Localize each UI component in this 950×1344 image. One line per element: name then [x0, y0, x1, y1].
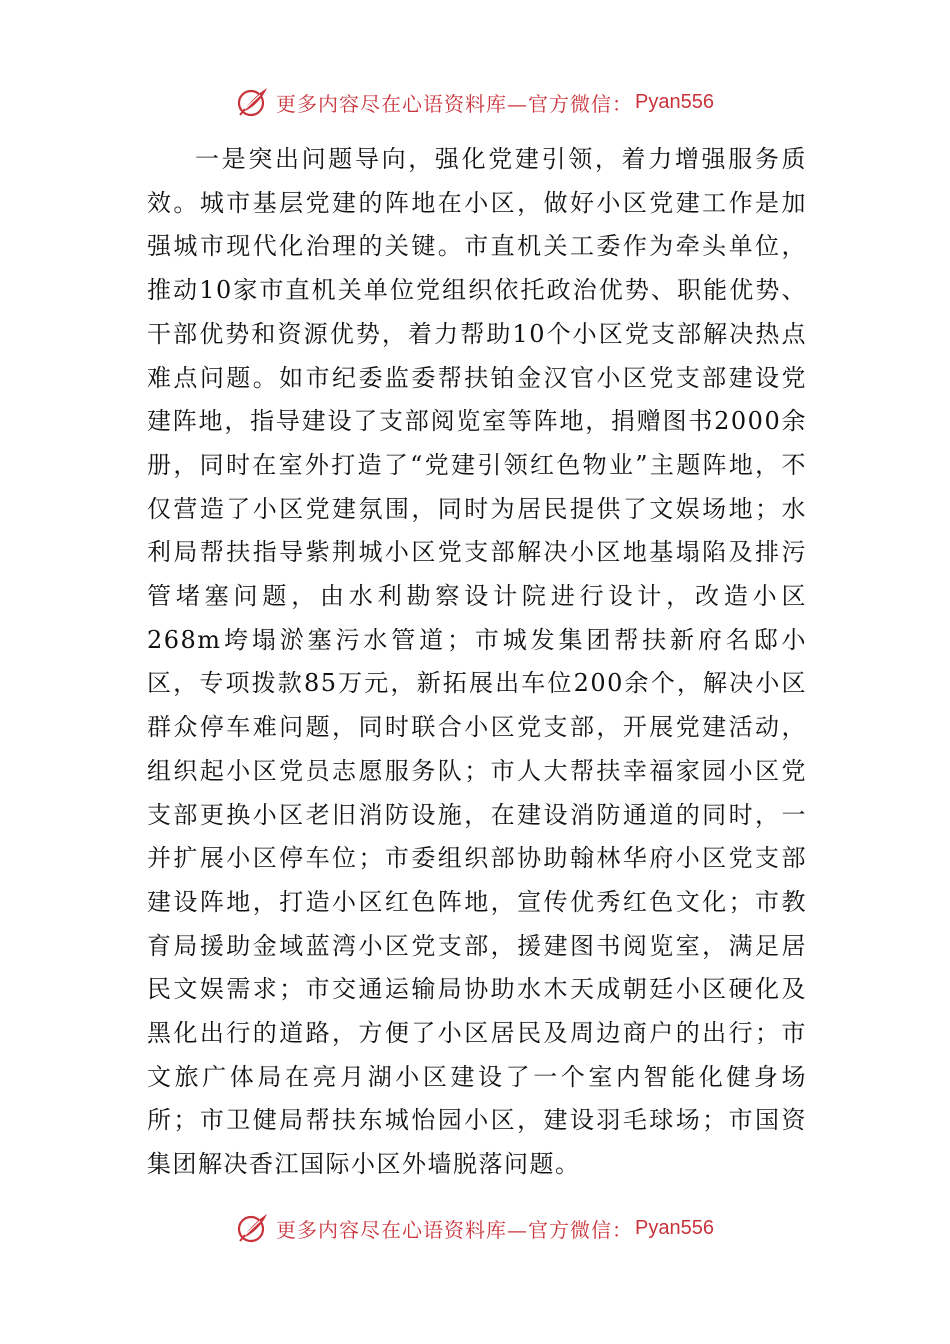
watermark-group — [236, 85, 714, 119]
watermark-text: 更多内容尽在心语资料库—官方微信： — [276, 1217, 634, 1242]
quill-logo-icon — [236, 1211, 270, 1245]
watermark-id: Pyan556 — [635, 1216, 714, 1239]
footer-watermark — [0, 1208, 950, 1248]
quill-logo-icon — [236, 85, 270, 119]
body-paragraph: 一是突出问题导向，强化党建引领，着力增强服务质效。城市基层党建的阵地在小区，做好小区党建工作是加强城市现代化治理的关键。市直机关工委作为牵头单位，推动10家市直机关单位党组织依托政治优势、职能优势、干部优势和资源优势，着力帮助10个小区党支部解决热点难点问题。如市纪委监委帮扶铂金汉官小区党支部建设党建阵地，指导建设了支部阅览室等阵地，捐赠图书2000余册，同时在室外打造了“党建引领红色物业”主题阵地，不仅营造了小区党建氛围，同时为居民提供了文娱场地；水利局帮扶指导紫荆城小区党支部解决小区地基塌陷及排污管堵塞问题，由水利勘察设计院进行设计，改造小区268m垮塌淤塞污水管道；市城发集团帮扶新府名邸小区，专项拨款85万元，新拓展出车位200余个，解决小区群众停车难问题，同时联合小区党支部，开展党建活动，组织起小区党员志愿服务队；市人大帮扶幸福家园小区党支部更换小区老旧消防设施，在建设消防通道的同时，一并扩展小区停车位；市委组织部协助翰林华府小区党支部建设阵地，打造小区红色阵地，宣传优秀红色文化；市教育局援助金域蓝湾小区党支部，援建图书阅览室，满足居民文娱需求；市交通运输局协助水木天成朝廷小区硬化及黑化出行的道路，方便了小区居民及周边商户的出行；市文旅广体局在亮月湖小区建设了一个室内智能化健身场所；市卫健局帮扶东城怡园小区，建设羽毛球场；市国资集团解决香江国际小区外墙脱落问题。 — [147, 145, 807, 1179]
watermark-group — [236, 1211, 714, 1245]
watermark-id: Pyan556 — [635, 90, 714, 113]
watermark-text: 更多内容尽在心语资料库—官方微信： — [276, 91, 634, 116]
header-watermark — [0, 82, 950, 122]
